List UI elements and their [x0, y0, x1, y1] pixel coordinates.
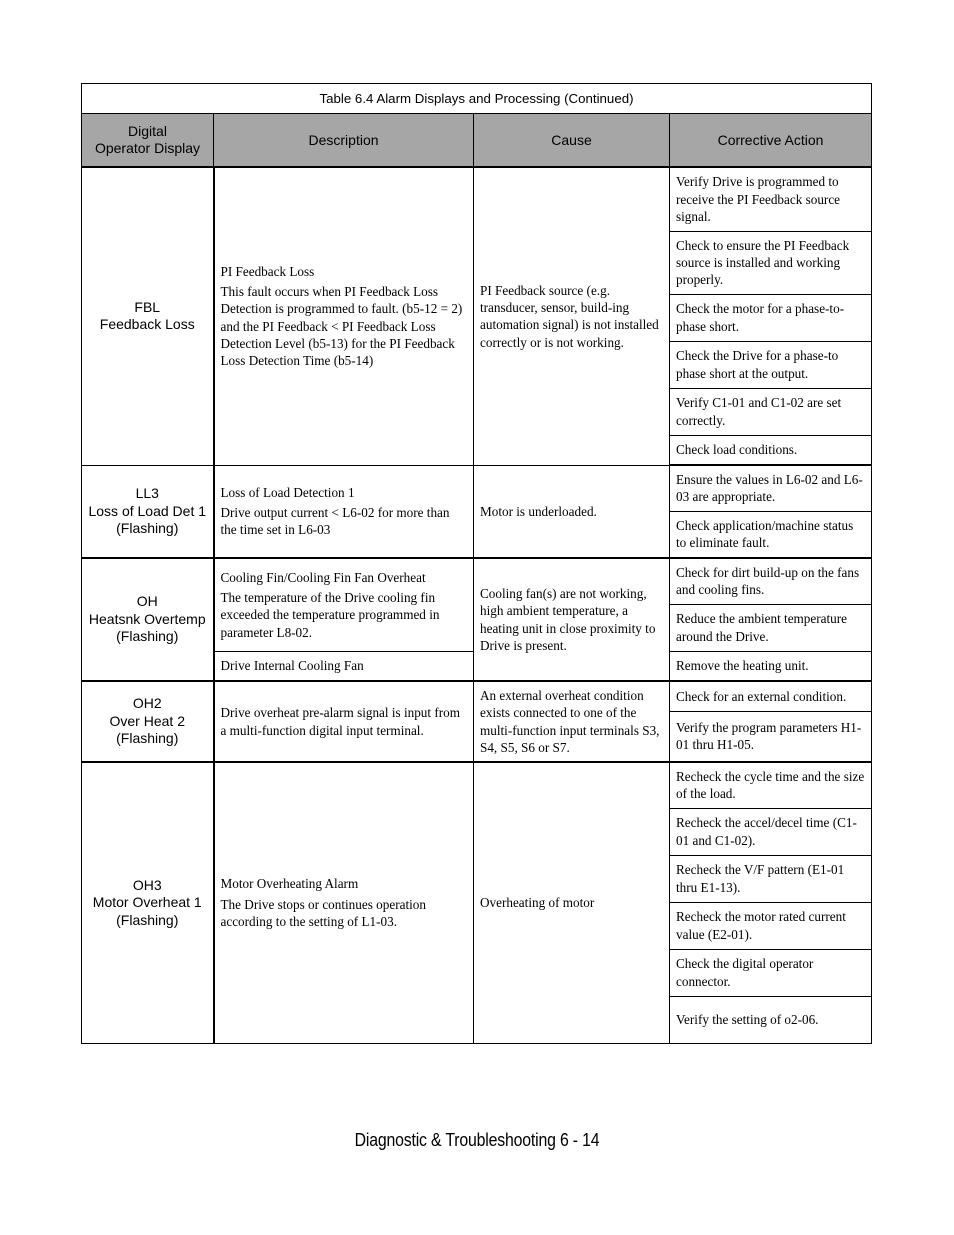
- action-item: Recheck the motor rated current value (E2-01).: [670, 902, 872, 949]
- action-item: Check load conditions.: [670, 435, 872, 465]
- table-row: [82, 762, 872, 808]
- display-oh2: OH2 Over Heat 2 (Flashing): [82, 681, 214, 762]
- description-ll3: Loss of Load Detection 1 Drive output current < L6-02 for more than the time set in L6-03: [214, 465, 474, 558]
- cause-fbl: PI Feedback source (e.g. transducer, sensor, build-ing automation signal) is not installed correctly or is not working.: [474, 167, 670, 465]
- table-row: [82, 465, 872, 511]
- action-item: Check the digital operator connector.: [670, 949, 872, 996]
- table-row: [82, 681, 872, 711]
- cause-ll3: Motor is underloaded.: [474, 465, 670, 558]
- display-ll3: LL3 Loss of Load Det 1 (Flashing): [82, 465, 214, 558]
- action-item: Check for an external condition.: [670, 681, 872, 711]
- table-row: [82, 558, 872, 604]
- page-footer: Diagnostic & Troubleshooting 6 - 14: [354, 1130, 600, 1150]
- header-description: Description: [214, 114, 474, 168]
- header-cause: Cause: [474, 114, 670, 168]
- action-item: Check the Drive for a phase-to phase short at the output.: [670, 341, 872, 388]
- cause-oh2: An external overheat condition exists connected to one of the multi-function input terminals S3, S4, S5, S6 or S7.: [474, 681, 670, 762]
- cause-oh: Cooling fan(s) are not working, high ambient temperature, a heating unit in close proximity to Drive is present.: [474, 558, 670, 681]
- action-item: Check to ensure the PI Feedback source is installed and working properly.: [670, 231, 872, 294]
- description-oh3: Motor Overheating Alarm The Drive stops or continues operation according to the setting of L1-03.: [214, 762, 474, 1043]
- display-oh3: OH3 Motor Overheat 1 (Flashing): [82, 762, 214, 1043]
- header-action: Corrective Action: [670, 114, 872, 168]
- action-item: Verify C1-01 and C1-02 are set correctly.: [670, 388, 872, 435]
- action-item: Recheck the V/F pattern (E1-01 thru E1-13).: [670, 855, 872, 902]
- alarm-table: [81, 83, 872, 1044]
- action-item: Verify the program parameters H1-01 thru H1-05.: [670, 711, 872, 762]
- description-oh: Cooling Fin/Cooling Fin Fan Overheat The temperature of the Drive cooling fin exceeded the temperature programmed in parameter L8-02.: [214, 558, 474, 651]
- display-fbl: FBL Feedback Loss: [82, 167, 214, 465]
- action-item: Check the motor for a phase-to-phase short.: [670, 294, 872, 341]
- action-item: Reduce the ambient temperature around the Drive.: [670, 604, 872, 651]
- action-item: Check application/machine status to eliminate fault.: [670, 511, 872, 558]
- table-row: [82, 167, 872, 231]
- action-item: Verify the setting of o2-06.: [670, 996, 872, 1043]
- display-oh: OH Heatsnk Overtemp (Flashing): [82, 558, 214, 681]
- description-oh-fan: Drive Internal Cooling Fan: [214, 651, 474, 681]
- action-item: Recheck the cycle time and the size of the load.: [670, 762, 872, 808]
- action-item: Ensure the values in L6-02 and L6-03 are appropriate.: [670, 465, 872, 511]
- description-oh2: Drive overheat pre-alarm signal is input from a multi-function digital input terminal.: [214, 681, 474, 762]
- action-item: Recheck the accel/decel time (C1-01 and C1-02).: [670, 808, 872, 855]
- header-display: Digital Operator Display: [82, 114, 214, 168]
- table-title: Table 6.4 Alarm Displays and Processing (Continued): [82, 84, 872, 114]
- description-fbl: PI Feedback Loss This fault occurs when PI Feedback Loss Detection is programmed to fault. (b5-12 = 2) and the PI Feedback < PI Feedback Loss Detection Level (b5-13) for the PI Feedback Loss Detection Time (b5-14): [214, 167, 474, 465]
- action-item: Check for dirt build-up on the fans and cooling fins.: [670, 558, 872, 604]
- cause-oh3: Overheating of motor: [474, 762, 670, 1043]
- action-item: Verify Drive is programmed to receive the PI Feedback source signal.: [670, 167, 872, 231]
- action-item: Remove the heating unit.: [670, 651, 872, 681]
- header-row: [82, 114, 872, 168]
